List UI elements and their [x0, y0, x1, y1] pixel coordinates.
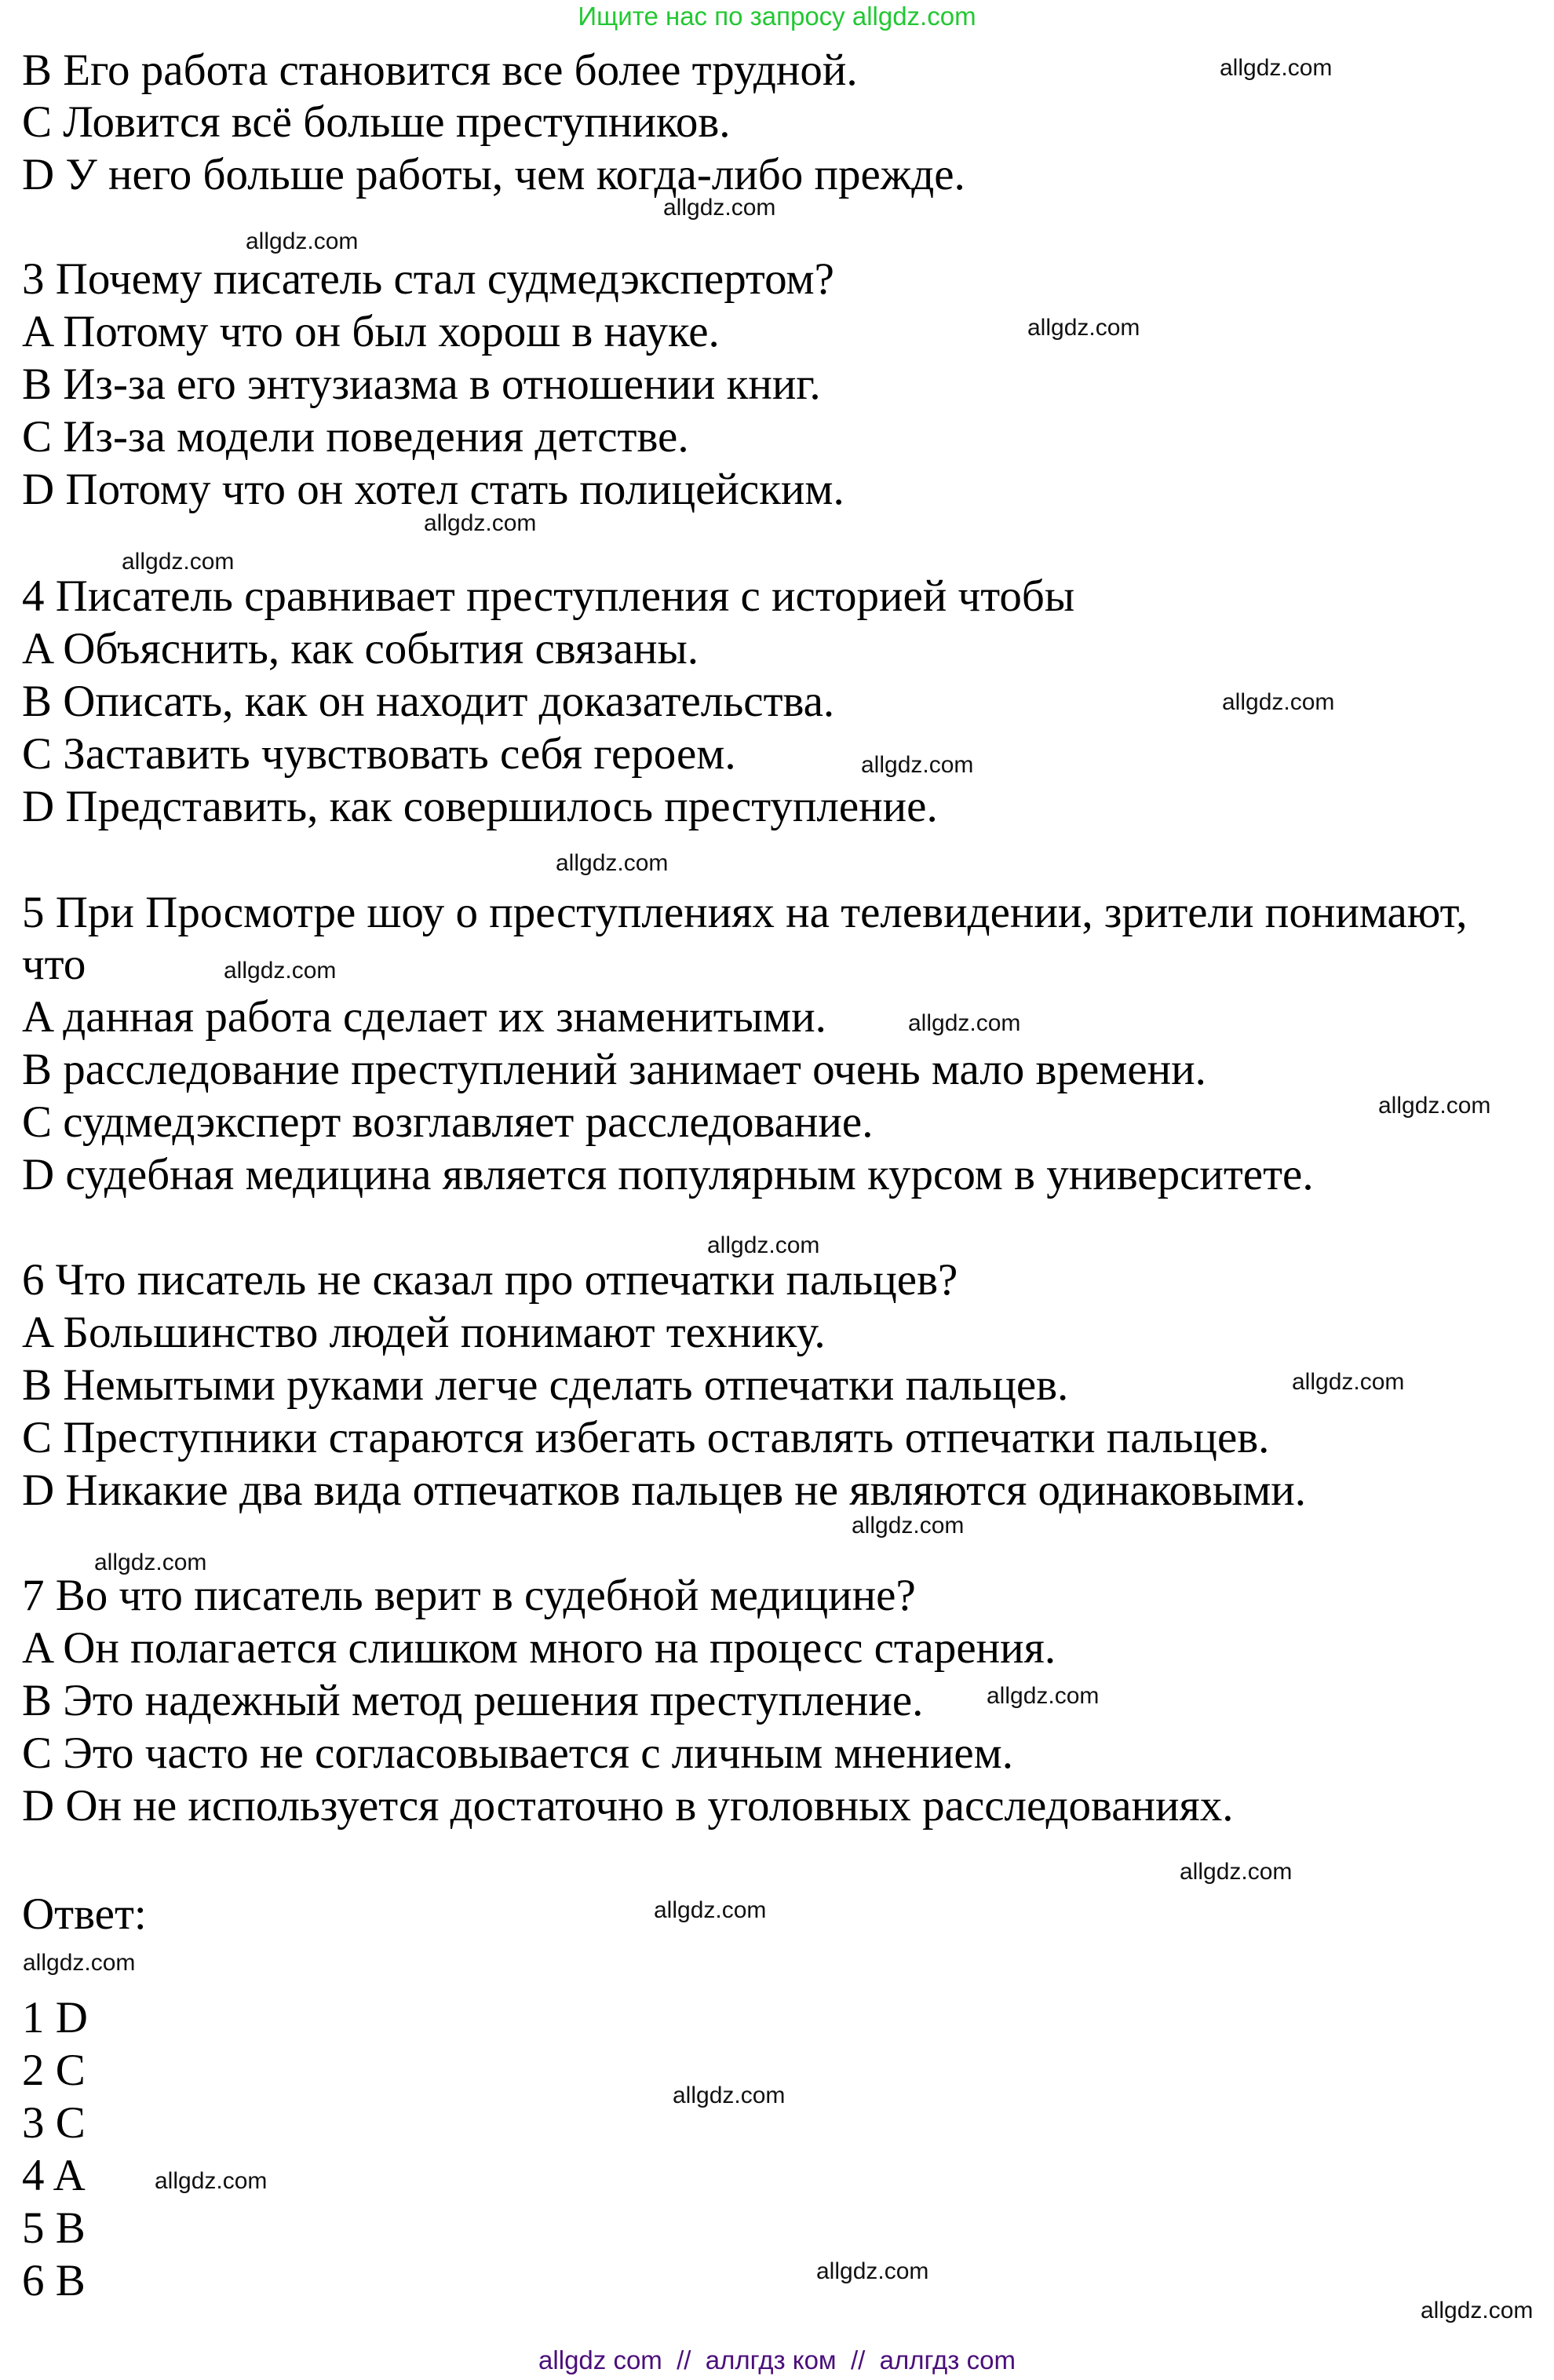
- q2-option-d: D У него больше работы, чем когда-либо прежде.: [22, 150, 965, 199]
- q2-option-c: C Ловится всё больше преступников.: [22, 97, 731, 147]
- q6-option-c: C Преступники стараются избегать оставлять отпечатки пальцев.: [22, 1413, 1270, 1462]
- q3-option-c: C Из-за модели поведения детстве.: [22, 412, 689, 462]
- q6-question: 6 Что писатель не сказал про отпечатки пальцев?: [22, 1255, 958, 1305]
- answer-6: 6 B: [22, 2256, 86, 2305]
- watermark: allgdz.com: [673, 2082, 786, 2108]
- q4-option-c: C Заставить чувствовать себя героем.: [22, 729, 736, 779]
- q2-option-b: B Его работа становится все более трудной.: [22, 46, 858, 95]
- watermark: allgdz.com: [1378, 1093, 1491, 1119]
- q3-question: 3 Почему писатель стал судмедэкспертом?: [22, 254, 834, 304]
- watermark: allgdz.com: [94, 1550, 207, 1575]
- q4-option-a: A Объяснить, как события связаны.: [22, 624, 699, 673]
- watermark: allgdz.com: [1292, 1369, 1405, 1395]
- q7-option-a: A Он полагается слишком много на процесс старения.: [22, 1623, 1056, 1673]
- q5-option-a: A данная работа сделает их знаменитыми.: [22, 992, 826, 1042]
- q3-option-b: B Из-за его энтузиазма в отношении книг.: [22, 360, 821, 409]
- watermark: allgdz.com: [816, 2258, 929, 2284]
- watermark: allgdz.com: [1027, 315, 1140, 341]
- q7-option-d: D Он не используется достаточно в уголовных расследованиях.: [22, 1781, 1234, 1831]
- q5-option-d: D судебная медицина является популярным курсом в университете.: [22, 1150, 1314, 1199]
- q7-question: 7 Во что писатель верит в судебной медицине?: [22, 1571, 916, 1620]
- q6-option-b: B Немытыми руками легче сделать отпечатки пальцев.: [22, 1360, 1069, 1410]
- watermark: allgdz.com: [707, 1232, 820, 1258]
- watermark: allgdz.com: [1220, 55, 1333, 81]
- watermark: allgdz.com: [663, 195, 776, 221]
- q7-option-b: B Это надежный метод решения преступление.: [22, 1676, 924, 1725]
- watermark: allgdz.com: [1421, 2298, 1534, 2323]
- watermark: allgdz.com: [23, 1950, 136, 1976]
- watermark: allgdz.com: [424, 510, 537, 536]
- watermark: allgdz.com: [861, 752, 974, 778]
- q5-option-b: B расследование преступлений занимает очень мало времени.: [22, 1045, 1206, 1094]
- footer-banner: allgdz com // аллгдз ком // аллгдз com: [538, 2345, 1016, 2375]
- q5-question: 5 При Просмотре шоу о преступлениях на телевидении, зрители понимают,: [22, 888, 1468, 937]
- watermark: allgdz.com: [1180, 1859, 1293, 1885]
- search-banner: Ищите нас по запросу allgdz.com: [578, 2, 976, 31]
- watermark: allgdz.com: [852, 1513, 965, 1539]
- q4-option-d: D Представить, как совершилось преступление.: [22, 782, 938, 831]
- q5-question-cont: что: [22, 940, 86, 989]
- watermark: allgdz.com: [987, 1683, 1100, 1709]
- watermark: allgdz.com: [122, 549, 235, 575]
- watermark: allgdz.com: [155, 2168, 268, 2194]
- answer-4: 4 A: [22, 2151, 86, 2200]
- answer-5: 5 B: [22, 2203, 86, 2253]
- watermark: allgdz.com: [246, 228, 359, 254]
- watermark: allgdz.com: [908, 1010, 1021, 1036]
- answers-title: Ответ:: [22, 1889, 147, 1939]
- watermark: allgdz.com: [224, 958, 337, 984]
- watermark: allgdz.com: [1222, 689, 1335, 715]
- q3-option-a: A Потому что он был хорош в науке.: [22, 307, 720, 356]
- watermark: allgdz.com: [556, 850, 669, 876]
- q5-option-c: C судмедэксперт возглавляет расследование.: [22, 1097, 874, 1147]
- q6-option-d: D Никакие два вида отпечатков пальцев не являются одинаковыми.: [22, 1466, 1307, 1515]
- answer-1: 1 D: [22, 1993, 88, 2042]
- q3-option-d: D Потому что он хотел стать полицейским.: [22, 465, 844, 514]
- q4-option-b: B Описать, как он находит доказательства.: [22, 677, 835, 726]
- answer-2: 2 C: [22, 2046, 86, 2095]
- q4-question: 4 Писатель сравнивает преступления с историей чтобы: [22, 571, 1075, 621]
- answer-3: 3 C: [22, 2098, 86, 2148]
- watermark: allgdz.com: [654, 1897, 767, 1923]
- q7-option-c: C Это часто не согласовывается с личным мнением.: [22, 1728, 1013, 1778]
- q6-option-a: A Большинство людей понимают технику.: [22, 1308, 826, 1357]
